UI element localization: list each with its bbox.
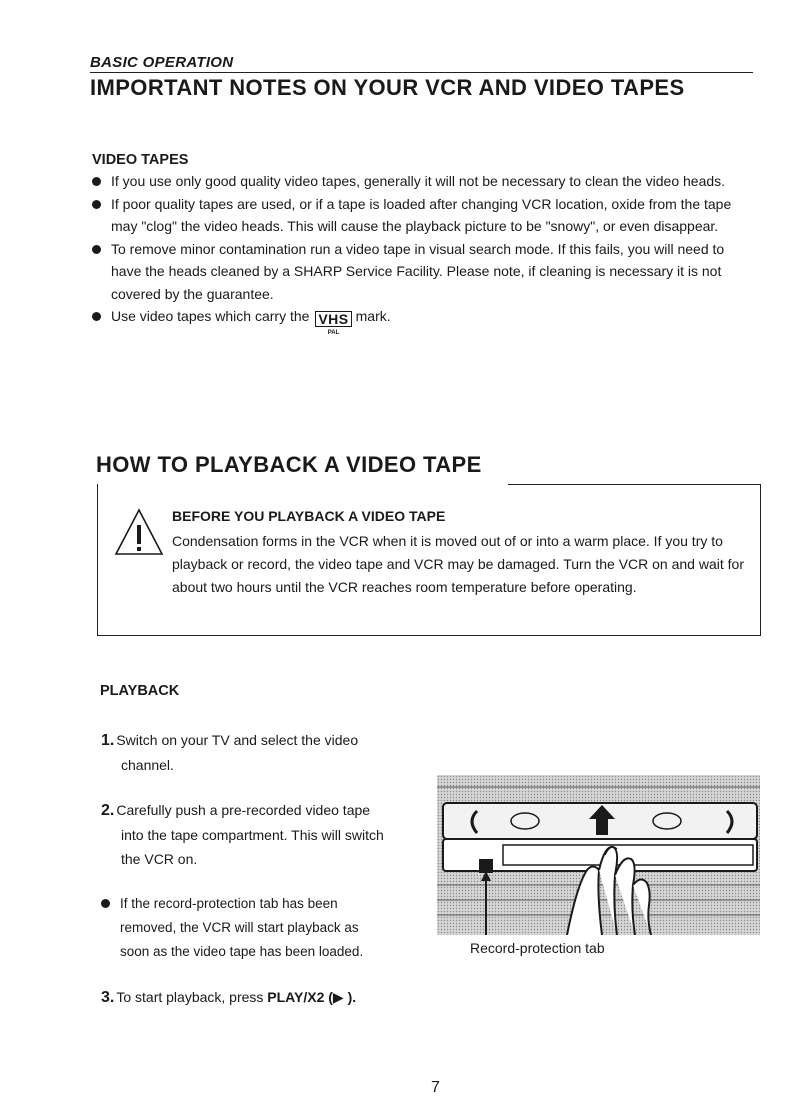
caution-heading: BEFORE YOU PLAYBACK A VIDEO TAPE <box>172 508 446 524</box>
vhs-logo: VHS PAL <box>315 311 351 327</box>
bullet-icon <box>92 312 101 321</box>
page-number: 7 <box>431 1079 440 1096</box>
list-item: To remove minor contamination run a video tape in visual search mode. If this fails, you will need to have the heads cleaned by a SHARP Service Facility. Please note, if cleaning is necessary it is not covered by the guarantee. <box>92 238 757 306</box>
list-item: If you use only good quality video tapes, generally it will not be necessary to clean the video heads. <box>92 170 757 193</box>
bullet-icon <box>92 177 101 186</box>
caution-text: Condensation forms in the VCR when it is moved out of or into a warm place. If you try to playback or record, the video tape and VCR may be damaged. Turn the VCR on and wait for about two hours until the VCR reaches room temperature before operating. <box>172 533 744 595</box>
video-tapes-heading: VIDEO TAPES <box>92 152 189 168</box>
record-protection-note <box>101 892 421 964</box>
tape-insertion-illustration <box>437 775 760 935</box>
step-1: 1. Switch on your TV and select the video channel. <box>101 732 359 773</box>
page-title: IMPORTANT NOTES ON YOUR VCR AND VIDEO TAPES <box>90 75 685 100</box>
list-item: Use video tapes which carry the VHS PAL mark. <box>92 305 757 328</box>
section-rule <box>90 72 753 73</box>
warning-triangle-icon <box>114 508 164 558</box>
record-protection-tab <box>479 859 493 873</box>
step-3: 3. To start playback, press PLAY/X2 (▶ ). <box>101 989 357 1006</box>
bullet-icon <box>92 200 101 209</box>
play-button-label: PLAY/X2 (▶ ). <box>267 989 357 1005</box>
illustration-caption: Record-protection tab <box>470 940 605 956</box>
section-label: BASIC OPERATION <box>90 54 234 71</box>
playback-heading: PLAYBACK <box>100 683 180 699</box>
list-item: If the record-protection tab has been removed, the VCR will start playback as soon as the video tape has been loaded. <box>101 892 421 964</box>
list-item: If poor quality tapes are used, or if a tape is loaded after changing VCR location, oxide from the tape may "clog" the video heads. This will cause the playback picture to be "snowy", or even disappear. <box>92 193 757 238</box>
step-2: 2. Carefully push a pre-recorded video tape into the tape compartment. This will switch the VCR on. <box>101 802 384 867</box>
playback-section-title: HOW TO PLAYBACK A VIDEO TAPE <box>96 452 482 477</box>
bullet-icon <box>92 245 101 254</box>
bullet-icon <box>101 899 110 908</box>
video-tapes-list <box>92 170 757 336</box>
